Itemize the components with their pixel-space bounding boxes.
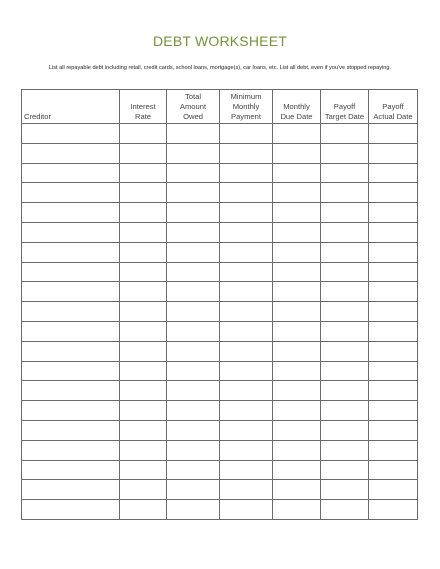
table-cell[interactable] [369,460,418,480]
table-cell[interactable] [120,381,167,401]
table-cell[interactable] [369,500,418,520]
table-cell[interactable] [220,480,273,500]
table-cell[interactable] [321,321,369,341]
table-cell[interactable] [273,341,321,361]
table-cell[interactable] [120,183,167,203]
table-cell[interactable] [22,401,120,421]
table-cell[interactable] [167,480,220,500]
table-cell[interactable] [220,341,273,361]
table-cell[interactable] [167,341,220,361]
table-cell[interactable] [167,302,220,322]
table-cell[interactable] [220,203,273,223]
table-cell[interactable] [22,124,120,144]
table-cell[interactable] [273,262,321,282]
table-row [22,282,418,302]
table-row [22,242,418,262]
table-cell[interactable] [369,183,418,203]
table-cell[interactable] [220,321,273,341]
table-cell[interactable] [369,163,418,183]
column-header-monthly-due-date: Monthly Due Date [273,90,321,124]
table-cell[interactable] [167,222,220,242]
table-cell[interactable] [220,163,273,183]
table-cell[interactable] [167,183,220,203]
table-cell[interactable] [273,222,321,242]
table-cell[interactable] [167,460,220,480]
table-cell[interactable] [120,262,167,282]
table-cell[interactable] [273,124,321,144]
table-cell[interactable] [369,242,418,262]
table-cell[interactable] [321,124,369,144]
table-cell[interactable] [22,460,120,480]
table-cell[interactable] [220,302,273,322]
table-cell[interactable] [220,420,273,440]
table-cell[interactable] [369,361,418,381]
table-row [22,361,418,381]
table-cell[interactable] [120,242,167,262]
column-header-creditor: Creditor [22,90,120,124]
table-row [22,203,418,223]
header-row [22,90,418,124]
table-row [22,163,418,183]
table-cell[interactable] [321,500,369,520]
table-cell[interactable] [369,401,418,421]
table-cell[interactable] [220,401,273,421]
table-cell[interactable] [321,401,369,421]
table-cell[interactable] [321,242,369,262]
table-cell[interactable] [220,143,273,163]
table-cell[interactable] [321,203,369,223]
table-cell[interactable] [369,440,418,460]
table-row [22,302,418,322]
table-cell[interactable] [120,401,167,421]
table-cell[interactable] [167,143,220,163]
table-row [22,183,418,203]
table-cell[interactable] [273,321,321,341]
column-header-payoff-target-date: Payoff Target Date [321,90,369,124]
table-cell[interactable] [369,143,418,163]
table-cell[interactable] [120,460,167,480]
table-cell[interactable] [273,203,321,223]
table-row [22,381,418,401]
table-cell[interactable] [220,440,273,460]
table-cell[interactable] [220,500,273,520]
table-cell[interactable] [220,242,273,262]
table-cell[interactable] [120,203,167,223]
table-cell[interactable] [321,282,369,302]
table-cell[interactable] [369,203,418,223]
table-cell[interactable] [22,440,120,460]
column-header-payoff-actual-date: Payoff Actual Date [369,90,418,124]
table-cell[interactable] [273,440,321,460]
table-row [22,440,418,460]
table-cell[interactable] [22,183,120,203]
table-cell[interactable] [273,381,321,401]
table-cell[interactable] [22,143,120,163]
table-cell[interactable] [22,321,120,341]
table-cell[interactable] [120,124,167,144]
table-cell[interactable] [120,361,167,381]
table-cell[interactable] [369,222,418,242]
table-row [22,401,418,421]
table-cell[interactable] [369,321,418,341]
table-cell[interactable] [120,163,167,183]
table-cell[interactable] [167,262,220,282]
table-cell[interactable] [273,401,321,421]
table-cell[interactable] [369,302,418,322]
page-title: DEBT WORKSHEET [152,33,287,49]
table-row [22,420,418,440]
table-cell[interactable] [120,341,167,361]
column-header-total-amount-owed: Total Amount Owed [167,90,220,124]
table-row [22,262,418,282]
table-row [22,460,418,480]
table-cell[interactable] [22,302,120,322]
table-cell[interactable] [273,480,321,500]
table-cell[interactable] [120,480,167,500]
table-cell[interactable] [120,222,167,242]
table-cell[interactable] [273,143,321,163]
table-cell[interactable] [120,440,167,460]
table-cell[interactable] [167,440,220,460]
table-cell[interactable] [220,183,273,203]
table-row [22,143,418,163]
table-cell[interactable] [167,203,220,223]
table-cell[interactable] [321,222,369,242]
table-cell[interactable] [321,302,369,322]
table-cell[interactable] [167,124,220,144]
table-cell[interactable] [369,262,418,282]
table-cell[interactable] [167,420,220,440]
table-cell[interactable] [22,341,120,361]
debt-table [21,89,418,520]
table-cell[interactable] [220,381,273,401]
table-cell[interactable] [22,500,120,520]
table-cell[interactable] [369,420,418,440]
table-cell[interactable] [220,361,273,381]
table-cell[interactable] [167,282,220,302]
instructions-text: List all repayable debt including retail, credit cards, school loans, mortgage(s), car loans, etc. List all debt, even if you've stopped repaying. [48,65,392,71]
table-cell[interactable] [321,143,369,163]
table-cell[interactable] [22,282,120,302]
table-cell[interactable] [321,420,369,440]
table-cell[interactable] [369,381,418,401]
table-row [22,341,418,361]
table-cell[interactable] [220,282,273,302]
table-cell[interactable] [22,222,120,242]
table-cell[interactable] [321,460,369,480]
table-cell[interactable] [369,124,418,144]
table-cell[interactable] [321,440,369,460]
table-cell[interactable] [22,203,120,223]
table-cell[interactable] [321,381,369,401]
table-cell[interactable] [369,282,418,302]
table-cell[interactable] [22,242,120,262]
table-cell[interactable] [369,480,418,500]
table-cell[interactable] [321,480,369,500]
table-cell[interactable] [273,302,321,322]
table-cell[interactable] [321,262,369,282]
table-body [22,124,418,520]
table-cell[interactable] [120,420,167,440]
table-cell[interactable] [273,420,321,440]
table-cell[interactable] [22,420,120,440]
table-cell[interactable] [220,222,273,242]
table-cell[interactable] [167,500,220,520]
table-cell[interactable] [22,163,120,183]
table-cell[interactable] [273,500,321,520]
column-header-interest-rate: Interest Rate [120,90,167,124]
table-cell[interactable] [321,163,369,183]
table-cell[interactable] [273,282,321,302]
table-cell[interactable] [120,282,167,302]
table-cell[interactable] [220,460,273,480]
table-cell[interactable] [321,361,369,381]
table-cell[interactable] [273,163,321,183]
table-cell[interactable] [22,480,120,500]
table-cell[interactable] [273,361,321,381]
table-cell[interactable] [220,124,273,144]
table-row [22,321,418,341]
table-cell[interactable] [22,381,120,401]
table-cell[interactable] [120,143,167,163]
table-cell[interactable] [167,163,220,183]
table-cell[interactable] [273,242,321,262]
table-cell[interactable] [167,401,220,421]
table-cell[interactable] [120,302,167,322]
table-cell[interactable] [22,262,120,282]
table-cell[interactable] [167,381,220,401]
table-cell[interactable] [369,341,418,361]
table-row [22,500,418,520]
table-row [22,480,418,500]
table-cell[interactable] [120,321,167,341]
table-cell[interactable] [167,321,220,341]
column-header-minimum-monthly-payment: Minimum Monthly Payment [220,90,273,124]
table-cell[interactable] [321,341,369,361]
table-cell[interactable] [321,183,369,203]
table-row [22,222,418,242]
table-cell[interactable] [120,500,167,520]
table-cell[interactable] [167,361,220,381]
table-cell[interactable] [22,361,120,381]
table-cell[interactable] [167,242,220,262]
table-cell[interactable] [220,262,273,282]
table-row [22,124,418,144]
table-cell[interactable] [273,460,321,480]
table-cell[interactable] [273,183,321,203]
